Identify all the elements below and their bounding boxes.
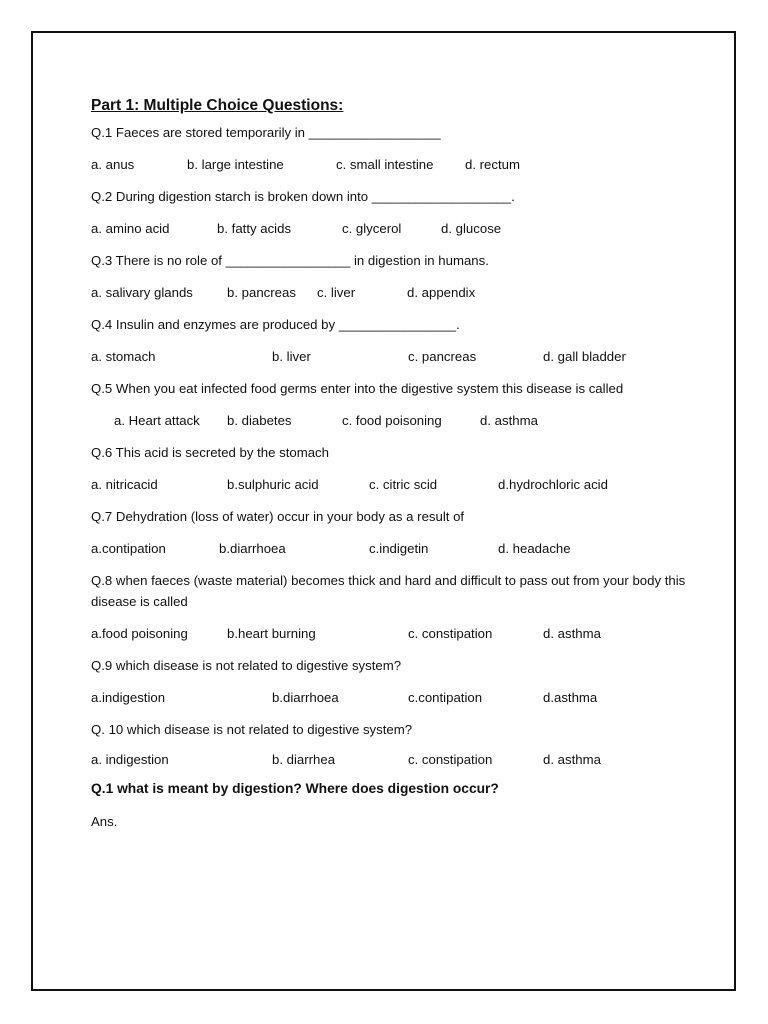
option-7d: d. headache — [498, 541, 571, 556]
options-8 — [91, 623, 721, 644]
option-8b: b.heart burning — [227, 626, 316, 641]
question-7: Q.7 Dehydration (loss of water) occur in your body as a result of — [91, 509, 465, 524]
option-3d: d. appendix — [407, 285, 476, 300]
option-9b: b.diarrhoea — [272, 690, 339, 705]
options-6 — [91, 474, 721, 495]
option-2d: d. glucose — [441, 221, 502, 236]
option-2b: b. fatty acids — [217, 221, 292, 236]
option-5d: d. asthma — [480, 413, 538, 428]
option-8a: a.food poisoning — [91, 626, 188, 641]
option-8c: c. constipation — [408, 626, 493, 641]
option-9a: a.indigestion — [91, 690, 166, 705]
option-7b: b.diarrhoea — [219, 541, 286, 556]
option-4a: a. stomach — [91, 349, 156, 364]
option-6b: b.sulphuric acid — [227, 477, 319, 492]
options-9 — [91, 687, 721, 708]
option-5b: b. diabetes — [227, 413, 292, 428]
options-10 — [91, 749, 721, 770]
option-10b: b. diarrhea — [272, 752, 336, 767]
option-3b: b. pancreas — [227, 285, 296, 300]
option-6a: a. nitricacid — [91, 477, 158, 492]
option-5c: c. food poisoning — [342, 413, 442, 428]
option-2c: c. glycerol — [342, 221, 402, 236]
question-6: Q.6 This acid is secreted by the stomach — [91, 445, 329, 460]
option-10a: a. indigestion — [91, 752, 169, 767]
option-1b: b. large intestine — [187, 157, 284, 172]
options-2 — [91, 218, 721, 239]
worksheet-page — [31, 31, 736, 991]
options-1 — [91, 154, 721, 175]
option-8d: d. asthma — [543, 626, 601, 641]
option-3a: a. salivary glands — [91, 285, 193, 300]
option-6c: c. citric scid — [369, 477, 438, 492]
answer-label: Ans. — [91, 814, 118, 829]
option-1c: c. small intestine — [336, 157, 434, 172]
question-10: Q. 10 which disease is not related to digestive system? — [91, 722, 413, 737]
option-7a: a.contipation — [91, 541, 166, 556]
options-4 — [91, 346, 721, 367]
option-4d: d. gall bladder — [543, 349, 626, 364]
option-10d: d. asthma — [543, 752, 601, 767]
option-4b: b. liver — [272, 349, 311, 364]
question-2: Q.2 During digestion starch is broken down into ___________________. — [91, 189, 515, 204]
question-5: Q.5 When you eat infected food germs enter into the digestive system this disease is called — [91, 381, 624, 396]
option-7c: c.indigetin — [369, 541, 429, 556]
section-heading: Part 1: Multiple Choice Questions: — [91, 97, 344, 114]
question-3: Q.3 There is no role of _________________ in digestion in humans. — [91, 253, 489, 268]
long-question-1: Q.1 what is meant by digestion? Where does digestion occur? — [91, 781, 499, 796]
option-9d: d.asthma — [543, 690, 598, 705]
option-9c: c.contipation — [408, 690, 483, 705]
option-10c: c. constipation — [408, 752, 493, 767]
question-8: Q.8 when faeces (waste material) becomes thick and hard and difficult to pass out from your body this disease is called — [91, 573, 686, 609]
option-2a: a. amino acid — [91, 221, 170, 236]
worksheet-content — [91, 95, 721, 832]
option-1d: d. rectum — [465, 157, 520, 172]
options-3 — [91, 282, 721, 303]
option-5a: a. Heart attack — [114, 413, 200, 428]
option-1a: a. anus — [91, 157, 135, 172]
options-7 — [91, 538, 721, 559]
question-4: Q.4 Insulin and enzymes are produced by ________________. — [91, 317, 460, 332]
option-6d: d.hydrochloric acid — [498, 477, 608, 492]
option-3c: c. liver — [317, 285, 356, 300]
option-4c: c. pancreas — [408, 349, 477, 364]
options-5 — [91, 410, 721, 431]
question-9: Q.9 which disease is not related to digestive system? — [91, 658, 402, 673]
question-1: Q.1 Faeces are stored temporarily in __________________ — [91, 125, 441, 140]
